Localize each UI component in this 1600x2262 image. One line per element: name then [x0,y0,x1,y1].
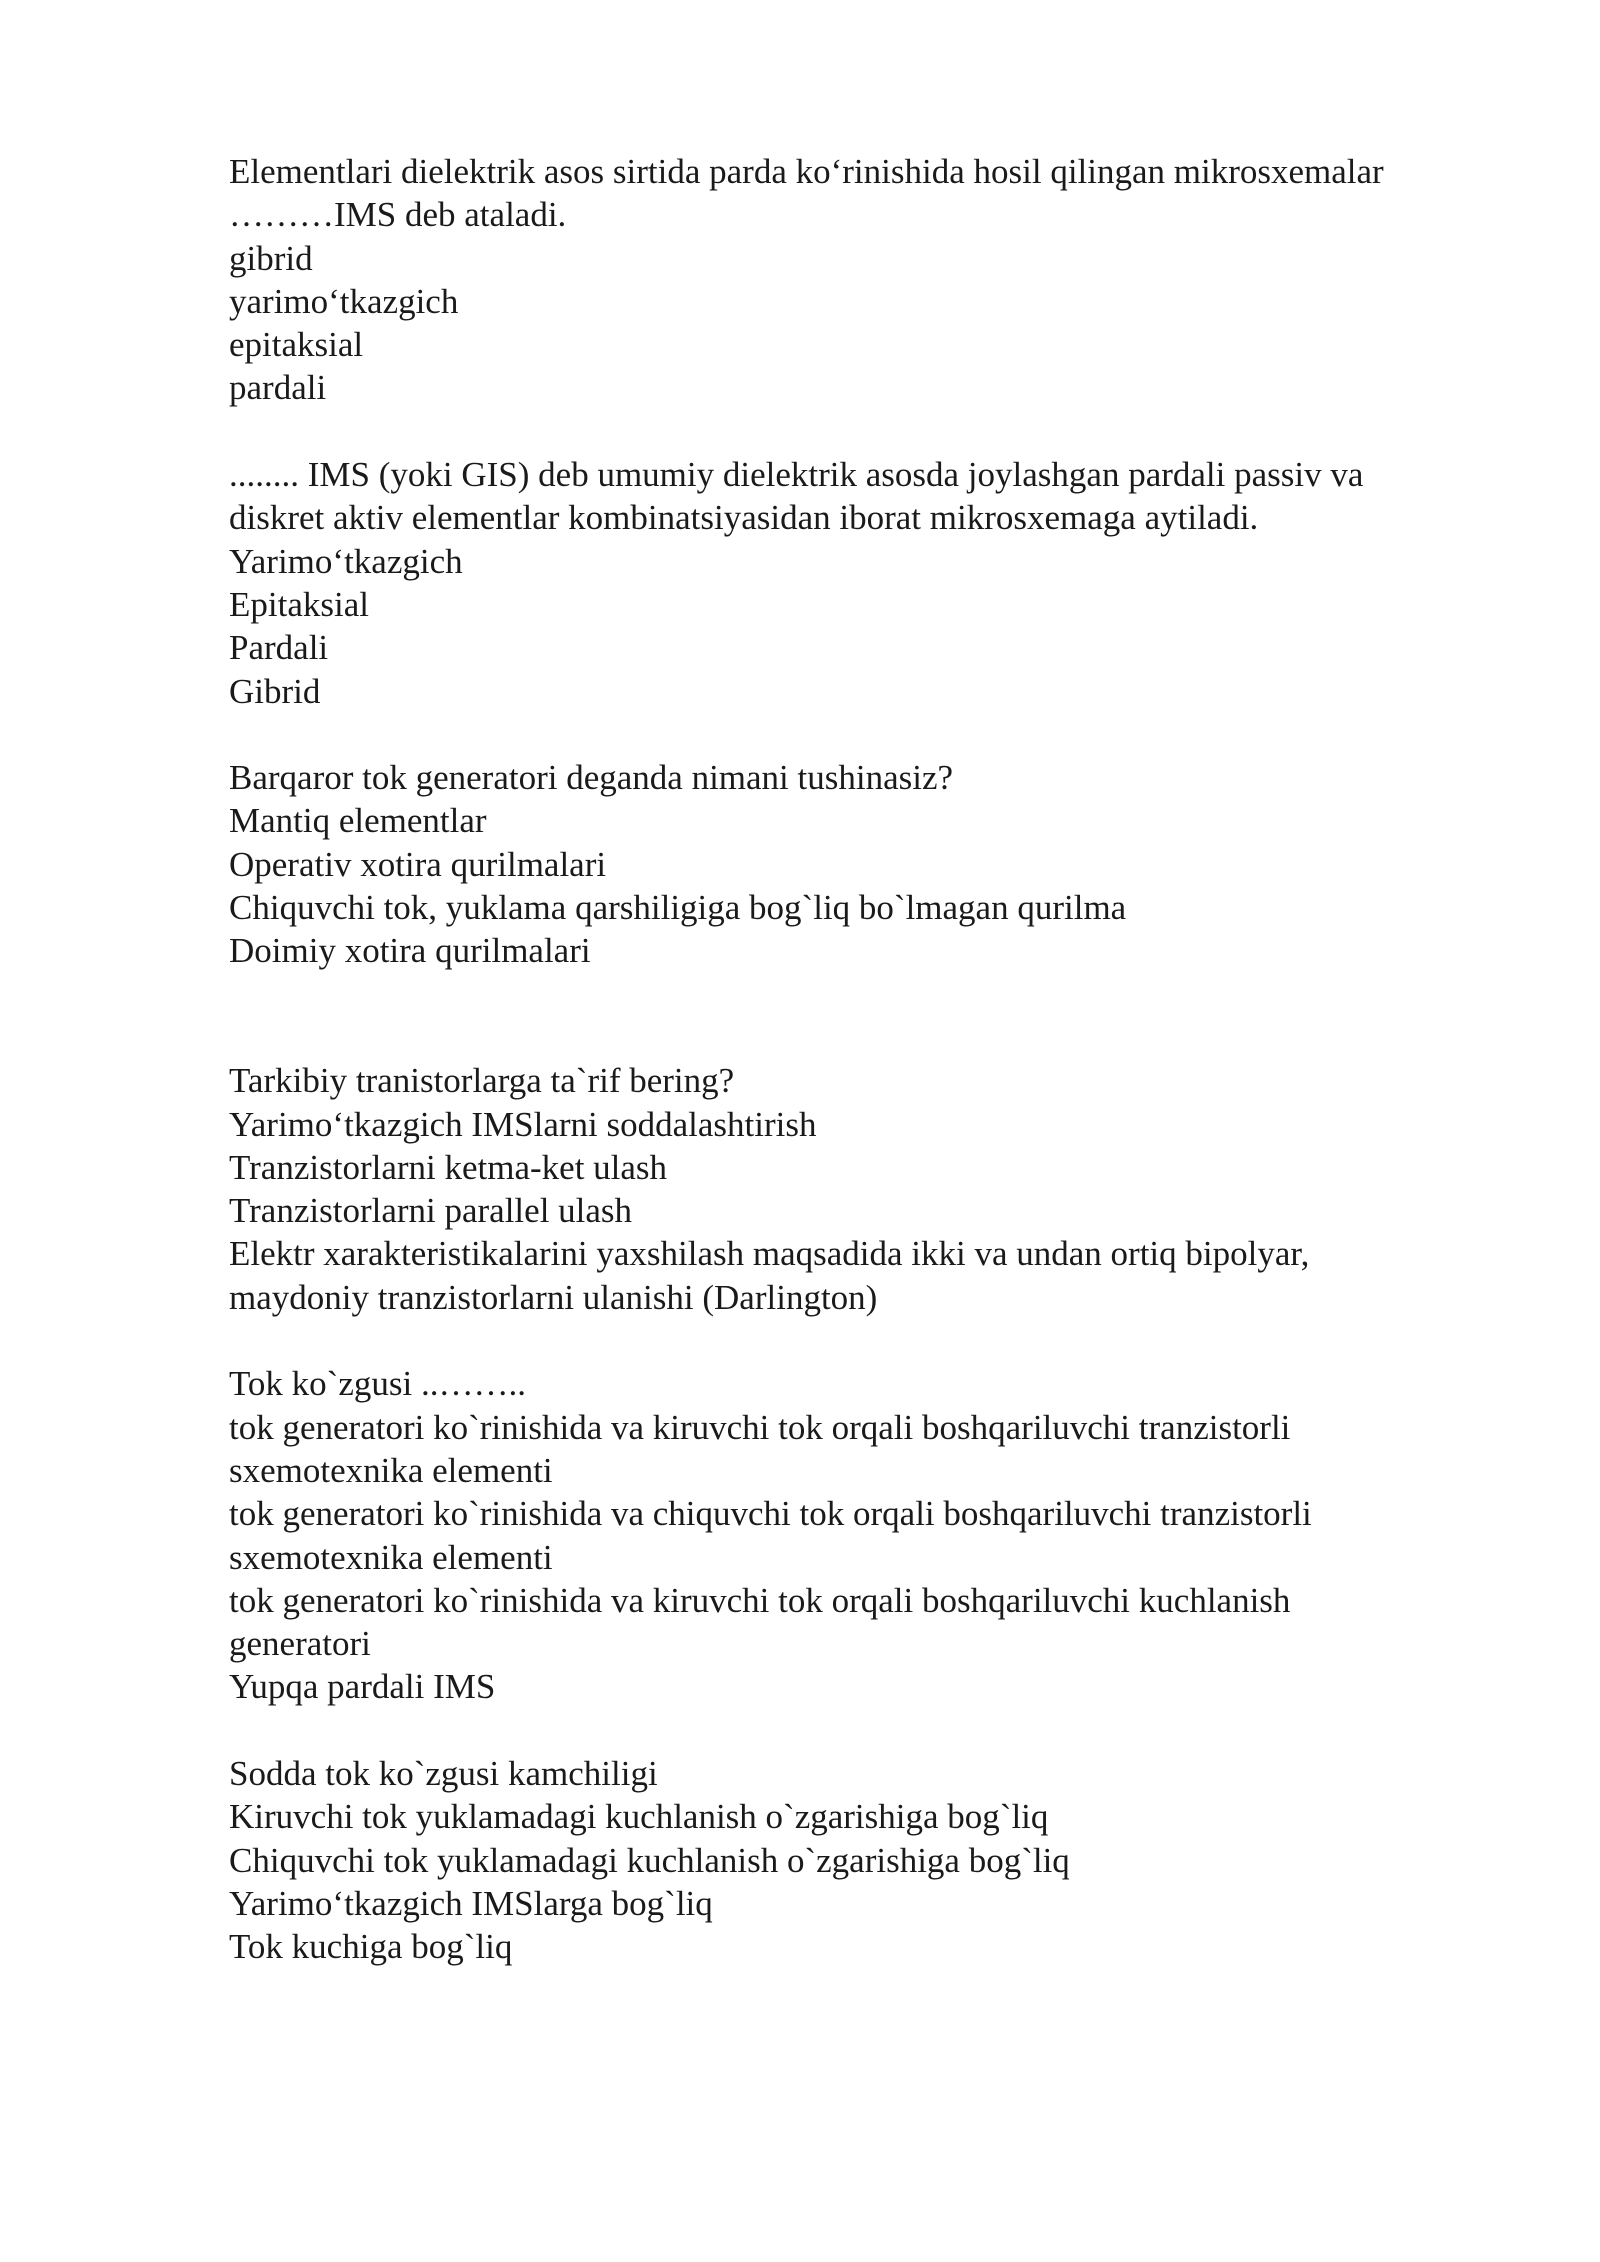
answer-option: gibrid [229,238,313,278]
question-block-5 [229,1362,1529,1708]
answer-option: tok generatori ko`rinishida va kiruvchi tok orqali boshqariluvchi tranzistorli [229,1407,1291,1447]
question-block-3 [229,756,1529,972]
answer-option: Elektr xarakteristikalarini yaxshilash maqsadida ikki va undan ortiq bipolyar, [229,1234,1310,1274]
answer-option: Gibrid [229,671,321,711]
answer-option: Tranzistorlarni parallel ulash [229,1191,633,1231]
answer-option: tok generatori ko`rinishida va kiruvchi tok orqali boshqariluvchi kuchlanish [229,1580,1291,1620]
answer-option: yarimo‘tkazgich [229,281,459,321]
spacer [229,410,1529,453]
answer-option: Tok kuchiga bog`liq [229,1927,513,1967]
spacer [229,973,1529,1060]
answer-option-continued: maydoniy tranzistorlarni ulanishi (Darlington) [229,1277,878,1317]
answer-option: Epitaksial [229,584,369,624]
question-text: Sodda tok ko`zgusi kamchiligi [229,1753,658,1793]
answer-option: Chiquvchi tok yuklamadagi kuchlanish o`zgarishiga bog`liq [229,1840,1070,1880]
spacer [229,1319,1529,1362]
answer-option: Doimiy xotira qurilmalari [229,931,591,971]
document-body [229,150,1529,1968]
question-block-1 [229,150,1529,410]
answer-option: Operativ xotira qurilmalari [229,844,607,884]
answer-option: Yarimo‘tkazgich IMSlarni soddalashtirish [229,1104,817,1144]
answer-option: Tranzistorlarni ketma-ket ulash [229,1147,668,1187]
answer-option: Yupqa pardali IMS [229,1667,496,1707]
question-block-2 [229,453,1529,713]
question-text: ………IMS deb ataladi. [229,195,567,235]
answer-option-continued: generatori [229,1624,371,1664]
question-text: Elementlari dielektrik asos sirtida parda ko‘rinishida hosil qilingan mikrosxemalar [229,152,1384,191]
answer-option: Pardali [229,628,329,668]
answer-option-continued: sxemotexnika elementi [229,1450,553,1490]
answer-option: Kiruvchi tok yuklamadagi kuchlanish o`zgarishiga bog`liq [229,1797,1049,1837]
question-text: diskret aktiv elementlar kombinatsiyasidan iborat mikrosxemaga aytiladi. [229,498,1259,538]
answer-option: Mantiq elementlar [229,801,487,841]
answer-option-continued: sxemotexnika elementi [229,1537,553,1577]
question-block-6 [229,1752,1529,1968]
answer-option: epitaksial [229,325,364,365]
question-text: ........ IMS (yoki GIS) deb umumiy dielektrik asosda joylashgan pardali passiv va [229,455,1364,495]
answer-option: Yarimo‘tkazgich [229,541,463,581]
answer-option: Yarimo‘tkazgich IMSlarga bog`liq [229,1883,713,1923]
question-text: Barqaror tok generatori deganda nimani tushinasiz? [229,758,954,798]
question-text: Tok ko`zgusi ..…….. [229,1364,526,1404]
answer-option: Chiquvchi tok, yuklama qarshiligiga bog`liq bo`lmagan qurilma [229,888,1127,928]
question-block-4 [229,1059,1529,1319]
spacer [229,713,1529,756]
question-text: Tarkibiy tranistorlarga ta`rif bering? [229,1061,735,1101]
spacer [229,1709,1529,1752]
answer-option: tok generatori ko`rinishida va chiquvchi tok orqali boshqariluvchi tranzistorli [229,1494,1312,1534]
answer-option: pardali [229,368,327,408]
